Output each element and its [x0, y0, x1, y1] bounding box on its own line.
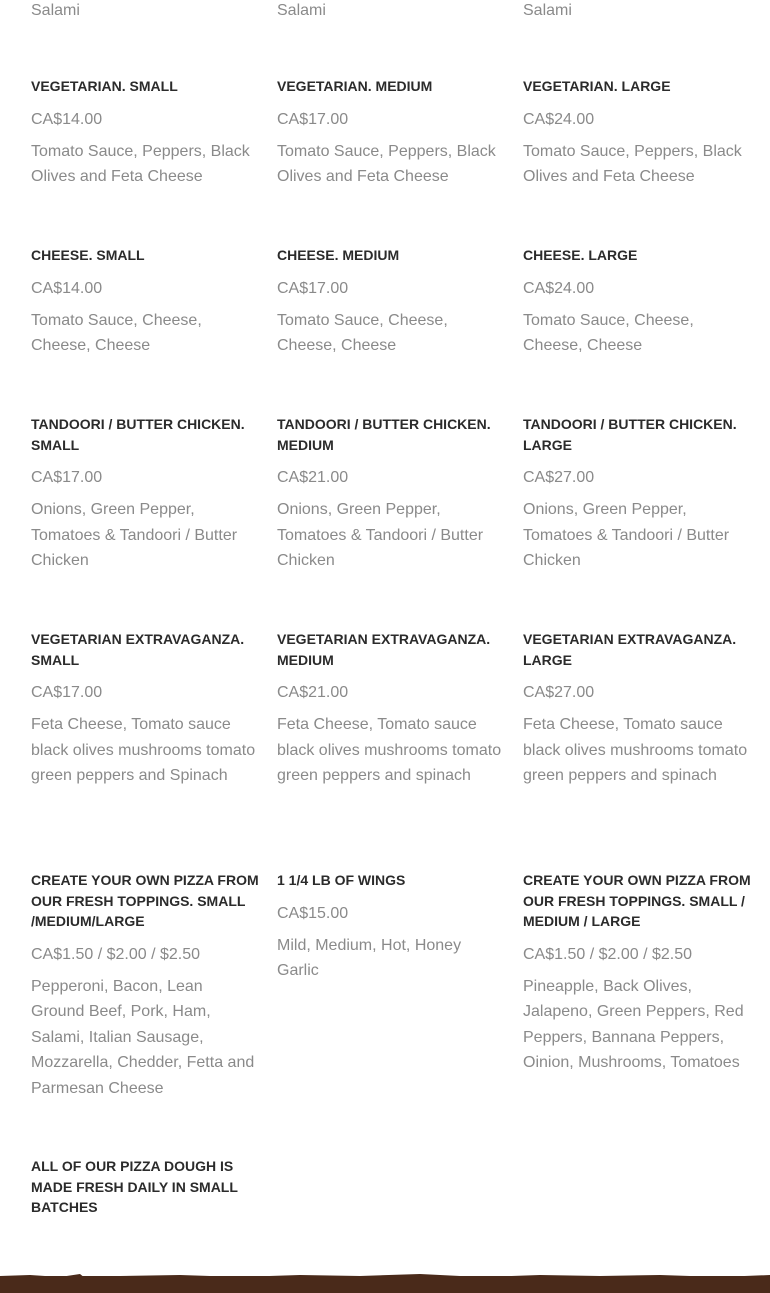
- menu-item-desc: Pineapple, Back Olives, Jalapeno, Green Peppers, Red Peppers, Bannana Peppers, Oinion, Mushrooms, Tomatoes: [523, 977, 744, 1071]
- menu-item: [277, 0, 523, 24]
- menu-item-name: CHEESE. LARGE: [523, 247, 638, 263]
- menu-item-desc: Feta Cheese, Tomato sauce black olives mushrooms tomato green peppers and Spinach: [31, 716, 256, 784]
- menu-item: [523, 870, 769, 1101]
- menu-item-desc: Onions, Green Pepper, Tomatoes & Tandoori / Butter Chicken: [523, 501, 730, 569]
- menu-item: [31, 414, 277, 574]
- menu-item-name: CHEESE. SMALL: [31, 247, 145, 263]
- menu-item-desc: Onions, Green Pepper, Tomatoes & Tandoori / Butter Chicken: [31, 501, 238, 569]
- menu-item: [523, 414, 769, 574]
- menu-item-price: CA$27.00: [523, 684, 595, 701]
- menu-item-price: CA$17.00: [277, 110, 349, 128]
- menu-item-price: CA$14.00: [31, 279, 103, 297]
- menu-item-name: TANDOORI / BUTTER CHICKEN. LARGE: [523, 416, 737, 453]
- menu-item-desc: Feta Cheese, Tomato sauce black olives mushrooms tomato green peppers and spinach: [523, 716, 748, 784]
- menu-item-price: CA$27.00: [523, 469, 595, 486]
- menu-item-name: TANDOORI / BUTTER CHICKEN. MEDIUM: [277, 416, 491, 453]
- menu-item-price: CA$24.00: [523, 279, 595, 297]
- menu-item: [31, 629, 277, 789]
- torn-edge-decoration: [0, 1270, 770, 1280]
- menu-item-desc: Tomato Sauce, Peppers, Black Olives and Feta Cheese: [277, 142, 496, 185]
- menu-item-name: CHEESE. MEDIUM: [277, 247, 400, 263]
- menu-item-name: CREATE YOUR OWN PIZZA FROM OUR FRESH TOPPINGS. SMALL / MEDIUM / LARGE: [523, 872, 751, 929]
- menu-note-text: ALL OF OUR PIZZA DOUGH IS MADE FRESH DAILY IN SMALL BATCHES: [31, 1158, 238, 1215]
- menu-row: [0, 414, 769, 574]
- menu-item-desc: Feta Cheese, Tomato sauce black olives mushrooms tomato green peppers and spinach: [277, 716, 502, 784]
- menu-item-desc: Salami: [523, 2, 572, 19]
- menu-item: [523, 76, 769, 190]
- menu-item-desc: Tomato Sauce, Cheese, Cheese, Cheese: [523, 311, 694, 354]
- menu-item-desc: Tomato Sauce, Peppers, Black Olives and Feta Cheese: [523, 142, 742, 185]
- menu-item-desc: Salami: [31, 2, 80, 19]
- menu-item: [277, 870, 523, 1101]
- menu-item-name: VEGETARIAN. SMALL: [31, 78, 178, 94]
- menu-item-price: CA$1.50 / $2.00 / $2.50: [523, 945, 693, 963]
- menu-item: [523, 629, 769, 789]
- footer-band: [0, 1276, 770, 1293]
- menu-row: [0, 870, 769, 1101]
- menu-item: [31, 870, 277, 1101]
- menu-row: [0, 629, 769, 789]
- menu-item-name: VEGETARIAN EXTRAVAGANZA. SMALL: [31, 631, 245, 668]
- menu-item-price: CA$14.00: [31, 110, 103, 128]
- menu-row: [0, 76, 769, 190]
- menu-item: [523, 245, 769, 359]
- menu-item-name: VEGETARIAN. LARGE: [523, 78, 671, 94]
- menu-item-price: CA$24.00: [523, 110, 595, 128]
- menu-item: [277, 414, 523, 574]
- menu-item: [31, 76, 277, 190]
- menu-item-price: CA$17.00: [277, 279, 349, 297]
- menu-item: [277, 76, 523, 190]
- menu-item-desc: Salami: [277, 2, 326, 19]
- menu-item-price: CA$15.00: [277, 904, 349, 922]
- menu-item-price: CA$17.00: [31, 684, 103, 701]
- menu-item-price: CA$17.00: [31, 469, 103, 486]
- menu-item: [277, 629, 523, 789]
- menu-row: [0, 1156, 277, 1218]
- menu-item-name: TANDOORI / BUTTER CHICKEN. SMALL: [31, 416, 245, 453]
- menu-item-desc: Mild, Medium, Hot, Honey Garlic: [277, 936, 462, 979]
- menu-item-name: VEGETARIAN EXTRAVAGANZA. MEDIUM: [277, 631, 491, 668]
- menu-row-top: [0, 0, 769, 24]
- menu-row: [0, 245, 769, 359]
- menu-item: [31, 0, 277, 24]
- menu-item: [277, 245, 523, 359]
- menu-item: [523, 0, 769, 24]
- menu-item-desc: Tomato Sauce, Peppers, Black Olives and Feta Cheese: [31, 142, 250, 185]
- menu-item-desc: Tomato Sauce, Cheese, Cheese, Cheese: [31, 311, 202, 354]
- menu-note: [31, 1156, 277, 1218]
- menu-item-price: CA$1.50 / $2.00 / $2.50: [31, 945, 201, 963]
- menu-item-name: VEGETARIAN. MEDIUM: [277, 78, 433, 94]
- menu-item-desc: Onions, Green Pepper, Tomatoes & Tandoori / Butter Chicken: [277, 501, 484, 569]
- menu-item-name: 1 1/4 LB OF WINGS: [277, 872, 406, 888]
- menu-item-desc: Tomato Sauce, Cheese, Cheese, Cheese: [277, 311, 448, 354]
- menu-item: [31, 245, 277, 359]
- menu-item-name: CREATE YOUR OWN PIZZA FROM OUR FRESH TOPPINGS. SMALL /MEDIUM/LARGE: [31, 872, 259, 929]
- menu-item-price: CA$21.00: [277, 469, 349, 486]
- menu-item-name: VEGETARIAN EXTRAVAGANZA. LARGE: [523, 631, 737, 668]
- menu-item-price: CA$21.00: [277, 684, 349, 701]
- menu-item-desc: Pepperoni, Bacon, Lean Ground Beef, Pork, Ham, Salami, Italian Sausage, Mozzarella, Chedder, Fetta and Parmesan Cheese: [31, 977, 255, 1097]
